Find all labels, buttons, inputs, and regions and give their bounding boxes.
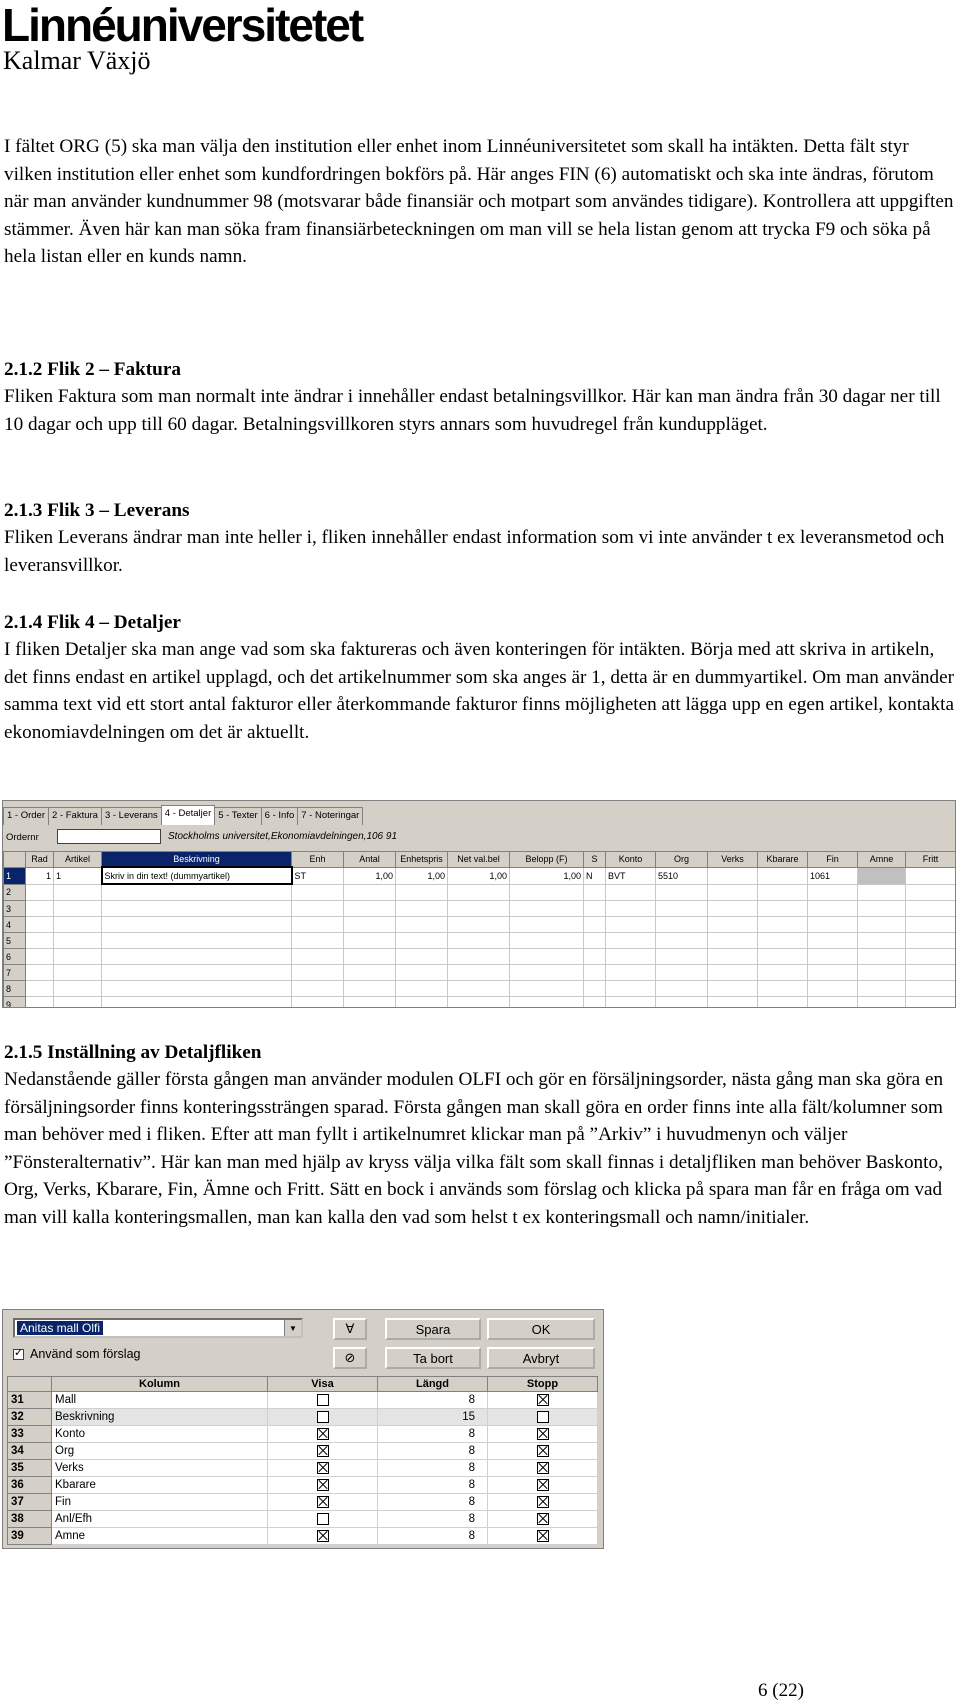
column-options-grid — [7, 1376, 598, 1545]
order-customer-text: Stockholms universitet,Ekonomiavdelningen,106 91 — [168, 831, 398, 842]
cancel-button[interactable]: Avbryt — [487, 1347, 595, 1369]
cell-langd[interactable]: 8 — [378, 1392, 488, 1409]
table-row[interactable] — [8, 1409, 598, 1426]
cell-stopp — [488, 1443, 598, 1460]
table-row[interactable] — [4, 965, 956, 981]
cell-visa — [268, 1528, 378, 1545]
table-row[interactable] — [8, 1426, 598, 1443]
row-number: 35 — [8, 1460, 52, 1477]
cell-kolumn: Beskrivning — [52, 1409, 268, 1426]
col-header-amne[interactable]: Amne — [858, 852, 906, 868]
university-logo — [2, 0, 362, 74]
section-heading-installning: 2.1.5 Inställning av Detaljfliken — [4, 1042, 262, 1063]
cell-rad[interactable]: 1 — [26, 867, 54, 884]
col-header-artikel[interactable]: Artikel — [54, 852, 102, 868]
row-number: 39 — [8, 1528, 52, 1545]
row-number: 3 — [4, 901, 26, 917]
table-row[interactable] — [4, 981, 956, 997]
cell-visa — [268, 1511, 378, 1528]
col-header-fin[interactable]: Fin — [808, 852, 858, 868]
tab-leverans[interactable]: 3 - Leverans — [101, 807, 162, 825]
cell-stopp — [488, 1392, 598, 1409]
cell-kolumn: Anl/Efh — [52, 1511, 268, 1528]
col-header-visa[interactable]: Visa — [268, 1377, 378, 1392]
visa-checkbox[interactable] — [317, 1411, 329, 1423]
delete-button[interactable]: Ta bort — [385, 1347, 481, 1369]
cell-fin[interactable]: 1061 — [808, 867, 858, 884]
section-body-detaljer: I fliken Detaljer ska man ange vad som ska faktureras och även konteringen för intäkten. Börja med att skriva in artikeln, det finns endast en artikel upplagd, och det artikelnummer som ska anges är 1, detta är en dummyartikel. Om man använder samma text vid ett stort antal fakturor eller återkommande fakturor finns möjligheten att lägga upp en egen artikel, kontakta ekonomiavdelningen om det är aktuellt. — [4, 639, 955, 743]
cell-visa — [268, 1477, 378, 1494]
logo-campus-line: Kalmar Växjö — [3, 46, 151, 75]
col-header-net-val-bel[interactable]: Net val.bel — [448, 852, 510, 868]
grid-header-row — [8, 1377, 598, 1392]
cell-langd[interactable]: 8 — [378, 1494, 488, 1511]
cell-kolumn: Mall — [52, 1392, 268, 1409]
stopp-checkbox[interactable] — [537, 1411, 549, 1423]
cell-visa — [268, 1460, 378, 1477]
row-number: 32 — [8, 1409, 52, 1426]
row-number: 33 — [8, 1426, 52, 1443]
col-header-kbarare[interactable]: Kbarare — [758, 852, 808, 868]
order-tab-strip — [3, 807, 362, 825]
stopp-checkbox[interactable] — [537, 1394, 549, 1406]
filter-icon: ∀ — [345, 1321, 355, 1336]
stopp-checkbox[interactable] — [537, 1445, 549, 1457]
tab-faktura[interactable]: 2 - Faktura — [48, 807, 102, 825]
cell-kolumn: Fin — [52, 1494, 268, 1511]
cell-stopp — [488, 1494, 598, 1511]
cell-kolumn: Org — [52, 1443, 268, 1460]
tab-info[interactable]: 6 - Info — [261, 807, 299, 825]
template-select[interactable] — [13, 1318, 303, 1338]
section-heading-leverans: 2.1.3 Flik 3 – Leverans — [4, 500, 190, 521]
cell-kolumn: Verks — [52, 1460, 268, 1477]
cell-visa — [268, 1409, 378, 1426]
tab-order[interactable]: 1 - Order — [3, 807, 49, 825]
order-number-label: Ordernr — [6, 832, 39, 843]
cell-stopp — [488, 1511, 598, 1528]
use-as-default-checkbox[interactable] — [13, 1349, 24, 1360]
col-header-rad[interactable]: Rad — [26, 852, 54, 868]
cell-artikel[interactable]: 1 — [54, 867, 102, 884]
table-row[interactable] — [8, 1528, 598, 1545]
cell-langd[interactable]: 8 — [378, 1426, 488, 1443]
tab-detaljer[interactable]: 4 - Detaljer — [161, 805, 215, 825]
cell-langd[interactable]: 8 — [378, 1460, 488, 1477]
col-header-kolumn[interactable]: Kolumn — [52, 1377, 268, 1392]
table-row[interactable] — [8, 1511, 598, 1528]
cell-belopp[interactable]: 1,00 — [510, 867, 584, 884]
cell-konto[interactable]: BVT — [606, 867, 656, 884]
cell-visa — [268, 1426, 378, 1443]
visa-checkbox[interactable] — [317, 1462, 329, 1474]
col-header-enh[interactable]: Enh — [292, 852, 344, 868]
filter-button[interactable] — [333, 1318, 367, 1340]
clear-filter-button[interactable] — [333, 1347, 367, 1369]
col-header-org[interactable]: Org — [656, 852, 708, 868]
row-number: 8 — [4, 981, 26, 997]
col-header-fritt[interactable]: Fritt — [906, 852, 956, 868]
stopp-checkbox[interactable] — [537, 1462, 549, 1474]
cell-stopp — [488, 1477, 598, 1494]
row-number: 31 — [8, 1392, 52, 1409]
row-number: 34 — [8, 1443, 52, 1460]
row-number: 6 — [4, 949, 26, 965]
tab-noteringar[interactable]: 7 - Noteringar — [297, 807, 363, 825]
logo-wordmark: Linnéuniversitetet — [2, 0, 363, 51]
table-row[interactable] — [4, 949, 956, 965]
cell-stopp — [488, 1426, 598, 1443]
save-button[interactable]: Spara — [385, 1318, 481, 1340]
col-header-konto[interactable]: Konto — [606, 852, 656, 868]
cell-stopp — [488, 1409, 598, 1426]
section-heading-detaljer: 2.1.4 Flik 4 – Detaljer — [4, 612, 181, 633]
row-number: 36 — [8, 1477, 52, 1494]
col-header-langd[interactable]: Längd — [378, 1377, 488, 1392]
cell-kolumn: Konto — [52, 1426, 268, 1443]
stopp-checkbox[interactable] — [537, 1513, 549, 1525]
section-heading-faktura: 2.1.2 Flik 2 – Faktura — [4, 359, 181, 380]
col-header-enhetspris[interactable]: Enhetspris — [396, 852, 448, 868]
cell-langd[interactable]: 8 — [378, 1528, 488, 1545]
use-as-default-option[interactable] — [13, 1347, 172, 1361]
col-header-antal[interactable]: Antal — [344, 852, 396, 868]
cell-visa — [268, 1443, 378, 1460]
cell-kbarare[interactable] — [758, 867, 808, 884]
visa-checkbox[interactable] — [317, 1530, 329, 1542]
table-row[interactable] — [8, 1477, 598, 1494]
cell-langd[interactable]: 15 — [378, 1409, 488, 1426]
tab-texter[interactable]: 5 - Texter — [214, 807, 261, 825]
visa-checkbox[interactable] — [317, 1479, 329, 1491]
cell-stopp — [488, 1460, 598, 1477]
col-header-corner — [4, 852, 26, 868]
row-number: 1 — [4, 867, 26, 884]
order-number-input[interactable] — [57, 829, 161, 844]
table-row[interactable] — [4, 884, 956, 901]
table-row[interactable] — [8, 1494, 598, 1511]
section-body-installning: Nedanstående gäller första gången man använder modulen OLFI och gör en försäljningsorder, nästa gång man ska göra en försäljningsorder finns konteringssträngen sparad. Första gången man skall göra en order finns inte alla fält/kolumner som man behöver med i fliken. Efter att man fyllt i artikelnumret klickar man på ”Arkiv” i huvudmenyn och väljer ”Fönsteralternativ”. Här kan man med hjälp av kryss välja vilka fält som skall finnas i detaljfliken man behöver Baskonto, Org, Verks, Kbarare, Fin, Ämne och Fritt. Sätt en bock i används som förslag och klicka på spara man får en fråga om vad man vill kalla konteringsmallen, man kan kalla den vad som helst t ex konteringsmall och namn/initialer. — [4, 1069, 944, 1228]
row-number: 9 — [4, 997, 26, 1009]
visa-checkbox[interactable] — [317, 1394, 329, 1406]
cell-amne[interactable] — [858, 867, 906, 884]
cell-stopp — [488, 1528, 598, 1545]
table-row[interactable] — [8, 1443, 598, 1460]
table-row[interactable] — [8, 1392, 598, 1409]
row-number: 37 — [8, 1494, 52, 1511]
cell-enhetspris[interactable]: 1,00 — [396, 867, 448, 884]
chevron-down-icon[interactable]: ▼ — [284, 1320, 301, 1336]
visa-checkbox[interactable] — [317, 1496, 329, 1508]
cell-fritt[interactable] — [906, 867, 956, 884]
col-header-beskrivning[interactable]: Beskrivning — [102, 852, 292, 868]
row-number: 5 — [4, 933, 26, 949]
table-row[interactable] — [8, 1460, 598, 1477]
cell-s[interactable]: N — [584, 867, 606, 884]
col-header-verks[interactable]: Verks — [708, 852, 758, 868]
ok-button[interactable]: OK — [487, 1318, 595, 1340]
cell-beskrivning[interactable]: Skriv in din text! (dummyartikel) — [102, 867, 292, 884]
col-header-stopp[interactable]: Stopp — [488, 1377, 598, 1392]
col-header-belopp[interactable]: Belopp (F) — [510, 852, 584, 868]
window-options-screenshot — [2, 1309, 604, 1549]
row-number: 4 — [4, 917, 26, 933]
visa-checkbox[interactable] — [317, 1445, 329, 1457]
visa-checkbox[interactable] — [317, 1428, 329, 1440]
stopp-checkbox[interactable] — [537, 1428, 549, 1440]
stopp-checkbox[interactable] — [537, 1479, 549, 1491]
clear-filter-icon: ⊘ — [344, 1350, 356, 1365]
table-row[interactable] — [4, 933, 956, 949]
stopp-checkbox[interactable] — [537, 1530, 549, 1542]
cell-org[interactable]: 5510 — [656, 867, 708, 884]
cell-langd[interactable]: 8 — [378, 1511, 488, 1528]
row-number: 2 — [4, 884, 26, 901]
grid-header-row — [4, 852, 956, 868]
col-header-s[interactable]: S — [584, 852, 606, 868]
template-select-value: Anitas mall Olfi — [17, 1321, 103, 1335]
section-body-leverans: Fliken Leverans ändrar man inte heller i, fliken innehåller endast information som vi inte använder t ex leveransmetod och leveransvillkor. — [4, 527, 945, 576]
cell-visa — [268, 1392, 378, 1409]
cell-visa — [268, 1494, 378, 1511]
intro-paragraph: I fältet ORG (5) ska man välja den institution eller enhet inom Linnéuniversitetet som skall ha intäkten. Detta fält styr vilken institution eller enhet som kundfordringen bokförs på. Här anges FIN (6) automatiskt och ska inte ändras, förutom när man använder kundnummer 98 (motsvarar både finansiär och motpart som användes tidigare). Kontrollera att uppgiften stämmer. Även här kan man söka fram finansiärbeteckningen om man vill se hela listan genom att trycka F9 och söka på hela listan eller en kunds namn. — [4, 136, 954, 267]
table-row[interactable] — [4, 997, 956, 1009]
cell-langd[interactable]: 8 — [378, 1477, 488, 1494]
page-number: 6 (22) — [758, 1680, 804, 1701]
cell-kolumn: Kbarare — [52, 1477, 268, 1494]
col-header-corner — [8, 1377, 52, 1392]
cell-enh[interactable]: ST — [292, 867, 344, 884]
cell-net-val-bel[interactable]: 1,00 — [448, 867, 510, 884]
section-body-faktura: Fliken Faktura som man normalt inte ändrar i innehåller endast betalningsvillkor. Här kan man ändra från 30 dagar ner till 10 dagar och upp till 60 dagar. Betalningsvillkoren styrs annars som huvudregel från kunduppläget. — [4, 386, 941, 435]
order-detail-grid — [3, 851, 956, 1008]
cell-langd[interactable]: 8 — [378, 1443, 488, 1460]
cell-antal[interactable]: 1,00 — [344, 867, 396, 884]
use-as-default-label: Använd som förslag — [30, 1347, 141, 1361]
table-row[interactable] — [4, 867, 956, 884]
row-number: 7 — [4, 965, 26, 981]
visa-checkbox[interactable] — [317, 1513, 329, 1525]
cell-verks[interactable] — [708, 867, 758, 884]
row-number: 38 — [8, 1511, 52, 1528]
table-row[interactable] — [4, 901, 956, 917]
order-details-screenshot — [2, 800, 956, 1008]
table-row[interactable] — [4, 917, 956, 933]
stopp-checkbox[interactable] — [537, 1496, 549, 1508]
cell-kolumn: Amne — [52, 1528, 268, 1545]
